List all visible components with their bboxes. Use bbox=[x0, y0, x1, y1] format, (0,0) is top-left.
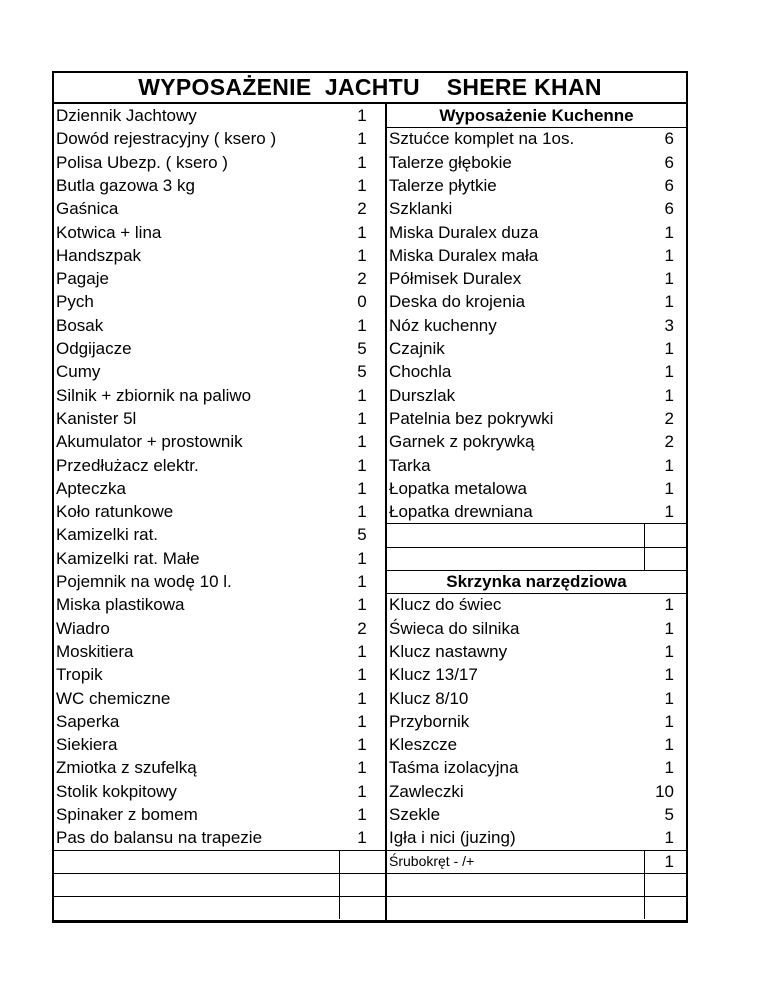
tools-item-qty: 1 bbox=[664, 758, 674, 778]
left-item-name: Przedłużacz elektr. bbox=[56, 455, 199, 475]
bottom-row-line bbox=[54, 850, 686, 851]
kitchen-item-qty: 6 bbox=[664, 129, 674, 149]
left-item-name: Pych bbox=[56, 292, 94, 312]
left-item-qty bbox=[339, 850, 385, 873]
left-item-qty: 1 bbox=[357, 129, 367, 149]
left-item-qty: 1 bbox=[357, 595, 367, 615]
left-item-name: Akumulator + prostownik bbox=[56, 432, 243, 452]
left-item-qty: 1 bbox=[357, 572, 367, 591]
tools-item-name bbox=[389, 896, 640, 919]
kitchen-empty-row-line bbox=[385, 570, 686, 571]
kitchen-empty-row-line bbox=[385, 523, 686, 524]
left-item-name: Miska plastikowa bbox=[56, 595, 185, 615]
kitchen-item-qty bbox=[644, 547, 674, 570]
left-item-name: Silnik + zbiornik na paliwo bbox=[56, 385, 252, 405]
left-item-name: Handszpak bbox=[56, 245, 142, 265]
left-item-name: Saperka bbox=[56, 711, 120, 731]
kitchen-item-qty: 1 bbox=[664, 222, 674, 242]
kitchen-item-qty: 3 bbox=[664, 315, 674, 335]
left-item-name: Pas do balansu na trapezie bbox=[56, 828, 263, 848]
left-item-qty: 5 bbox=[357, 339, 367, 358]
left-item-name: Kamizelki rat. bbox=[56, 525, 159, 545]
kitchen-empty-row-line bbox=[385, 547, 686, 548]
tools-item-name: Śrubokręt - /+ bbox=[389, 852, 475, 869]
tools-item-name: Taśma izolacyjna bbox=[389, 758, 519, 778]
left-item-qty: 1 bbox=[357, 385, 367, 405]
kitchen-item-name: Łopatka drewniana bbox=[389, 502, 533, 522]
tools-item-qty bbox=[644, 873, 674, 896]
tools-item-qty: 1 bbox=[664, 828, 674, 848]
left-item-qty: 1 bbox=[357, 175, 367, 195]
left-item-name: WC chemiczne bbox=[56, 688, 171, 708]
left-item-name: Dziennik Jachtowy bbox=[56, 106, 197, 125]
kitchen-item-qty: 1 bbox=[664, 339, 674, 358]
left-item-qty: 1 bbox=[357, 688, 367, 708]
left-item-qty: 1 bbox=[357, 245, 367, 265]
left-item-qty bbox=[339, 873, 385, 896]
kitchen-item-name: Miska Duralex mała bbox=[389, 245, 539, 265]
kitchen-header-line bbox=[385, 127, 686, 128]
left-item-name: Dowód rejestracyjny ( ksero ) bbox=[56, 129, 277, 149]
kitchen-item-qty: 1 bbox=[664, 478, 674, 498]
left-item-qty: 1 bbox=[357, 711, 367, 731]
left-item-name: Kanister 5l bbox=[56, 408, 137, 428]
left-item-qty: 1 bbox=[357, 455, 367, 475]
tools-item-qty: 1 bbox=[664, 735, 674, 755]
sheet-title: WYPOSAŻENIE JACHTU SHERE KHAN bbox=[54, 73, 686, 104]
bottom-left-qty-divider bbox=[339, 850, 340, 920]
kitchen-item-qty: 1 bbox=[664, 455, 674, 475]
tools-item-name bbox=[389, 873, 640, 896]
kitchen-item-name: Sztućce komplet na 1os. bbox=[389, 129, 575, 149]
kitchen-item-name: Garnek z pokrywką bbox=[389, 432, 535, 452]
kitchen-item-name: Łopatka metalowa bbox=[389, 478, 527, 498]
left-item-name: Cumy bbox=[56, 362, 101, 382]
tools-item-name: Igła i nici (juzing) bbox=[389, 828, 516, 848]
tools-item-qty: 1 bbox=[664, 711, 674, 731]
left-item-qty: 1 bbox=[357, 781, 367, 801]
left-item-qty: 1 bbox=[357, 735, 367, 755]
left-item-name bbox=[56, 873, 335, 896]
left-item-name: Moskitiera bbox=[56, 641, 134, 661]
left-item-qty: 1 bbox=[357, 641, 367, 661]
left-item-qty: 1 bbox=[357, 106, 367, 125]
left-item-name: Koło ratunkowe bbox=[56, 502, 174, 522]
left-item-qty: 1 bbox=[357, 758, 367, 778]
left-item-name: Odgijacze bbox=[56, 339, 132, 358]
left-item-qty: 1 bbox=[357, 432, 367, 452]
bottom-row-line bbox=[54, 896, 686, 897]
left-item-name: Kamizelki rat. Małe bbox=[56, 548, 200, 568]
kitchen-item-name: Chochla bbox=[389, 362, 452, 382]
left-item-qty: 5 bbox=[357, 362, 367, 382]
tools-header: Skrzynka narzędziowa bbox=[446, 572, 627, 591]
kitchen-item-qty: 6 bbox=[664, 152, 674, 172]
kitchen-item-qty: 1 bbox=[664, 362, 674, 382]
left-item-name: Apteczka bbox=[56, 478, 126, 498]
tools-item-qty: 1 bbox=[664, 618, 674, 638]
tools-item-qty: 1 bbox=[664, 595, 674, 615]
left-item-name: Tropik bbox=[56, 665, 103, 685]
left-item-qty: 2 bbox=[357, 618, 367, 638]
left-item-name: Pagaje bbox=[56, 269, 109, 289]
left-item-qty: 1 bbox=[357, 548, 367, 568]
kitchen-item-name: Durszlak bbox=[389, 385, 456, 405]
left-item-name: Zmiotka z szufelką bbox=[56, 758, 197, 778]
kitchen-empty-qty-divider bbox=[644, 523, 645, 570]
tools-item-name: Klucz 8/10 bbox=[389, 688, 469, 708]
left-item-qty: 1 bbox=[357, 828, 367, 848]
tools-item-name: Klucz nastawny bbox=[389, 641, 508, 661]
tools-item-qty: 5 bbox=[664, 805, 674, 824]
left-item-name bbox=[56, 896, 335, 919]
kitchen-item-qty: 2 bbox=[664, 432, 674, 452]
left-item-name: Wiadro bbox=[56, 618, 110, 638]
kitchen-item-qty: 1 bbox=[664, 245, 674, 265]
left-item-name: Gaśnica bbox=[56, 199, 119, 219]
kitchen-item-qty: 1 bbox=[664, 502, 674, 522]
left-item-qty: 1 bbox=[357, 222, 367, 242]
tools-item-name: Klucz do świec bbox=[389, 595, 502, 615]
left-item-qty: 1 bbox=[357, 805, 367, 824]
kitchen-item-qty: 1 bbox=[664, 269, 674, 289]
left-item-name: Butla gazowa 3 kg bbox=[56, 175, 195, 195]
kitchen-item-name: Miska Duralex duza bbox=[389, 222, 539, 242]
tools-header-line bbox=[385, 593, 686, 594]
bottom-right-qty-divider bbox=[644, 850, 645, 920]
left-item-qty: 1 bbox=[357, 502, 367, 522]
tools-item-name: Szekle bbox=[389, 805, 441, 824]
kitchen-item-qty: 1 bbox=[664, 385, 674, 405]
kitchen-item-name bbox=[389, 523, 640, 546]
left-item-qty: 2 bbox=[357, 269, 367, 289]
left-item-qty: 5 bbox=[357, 525, 367, 545]
kitchen-item-name: Nóz kuchenny bbox=[389, 315, 497, 335]
kitchen-item-name: Deska do krojenia bbox=[389, 292, 526, 312]
tools-item-qty: 1 bbox=[664, 688, 674, 708]
kitchen-item-qty: 6 bbox=[664, 199, 674, 219]
left-item-name: Pojemnik na wodę 10 l. bbox=[56, 572, 232, 591]
tools-item-qty: 1 bbox=[664, 641, 674, 661]
bottom-row-line bbox=[54, 873, 686, 874]
left-item-qty: 0 bbox=[357, 292, 367, 312]
kitchen-item-qty: 2 bbox=[664, 408, 674, 428]
left-item-qty: 1 bbox=[357, 408, 367, 428]
left-item-name: Polisa Ubezp. ( ksero ) bbox=[56, 152, 228, 172]
kitchen-header: Wyposażenie Kuchenne bbox=[439, 106, 634, 125]
kitchen-item-name: Czajnik bbox=[389, 339, 445, 358]
left-item-name: Kotwica + lina bbox=[56, 222, 162, 242]
kitchen-item-name: Talerze głębokie bbox=[389, 152, 512, 172]
kitchen-item-name: Talerze płytkie bbox=[389, 175, 497, 195]
equipment-sheet bbox=[52, 71, 688, 923]
tools-item-name: Przybornik bbox=[389, 711, 470, 731]
column-divider bbox=[385, 104, 387, 920]
left-item-qty: 1 bbox=[357, 152, 367, 172]
kitchen-item-name: Szklanki bbox=[389, 199, 453, 219]
tools-item-name: Kleszcze bbox=[389, 735, 458, 755]
kitchen-item-name: Patelnia bez pokrywki bbox=[389, 408, 554, 428]
left-item-qty: 1 bbox=[357, 315, 367, 335]
left-item-qty: 2 bbox=[357, 199, 367, 219]
kitchen-item-name bbox=[389, 547, 640, 570]
kitchen-item-qty bbox=[644, 523, 674, 546]
kitchen-item-name: Tarka bbox=[389, 455, 431, 475]
left-item-name: Spinaker z bomem bbox=[56, 805, 198, 824]
kitchen-item-name: Półmisek Duralex bbox=[389, 269, 522, 289]
tools-item-qty: 1 bbox=[664, 665, 674, 685]
tools-item-qty: 1 bbox=[664, 851, 674, 871]
left-item-name: Bosak bbox=[56, 315, 104, 335]
tools-item-qty: 10 bbox=[655, 781, 674, 801]
left-item-name: Stolik kokpitowy bbox=[56, 781, 177, 801]
tools-item-name: Świeca do silnika bbox=[389, 618, 520, 638]
left-item-qty bbox=[339, 896, 385, 919]
left-item-name bbox=[56, 850, 335, 873]
bottom-row-line bbox=[54, 920, 686, 921]
tools-item-name: Klucz 13/17 bbox=[389, 665, 478, 685]
left-item-qty: 1 bbox=[357, 478, 367, 498]
tools-item-qty bbox=[644, 896, 674, 919]
left-item-name: Siekiera bbox=[56, 735, 118, 755]
kitchen-item-qty: 1 bbox=[664, 292, 674, 312]
tools-item-name: Zawleczki bbox=[389, 781, 464, 801]
kitchen-item-qty: 6 bbox=[664, 175, 674, 195]
left-item-qty: 1 bbox=[357, 665, 367, 685]
